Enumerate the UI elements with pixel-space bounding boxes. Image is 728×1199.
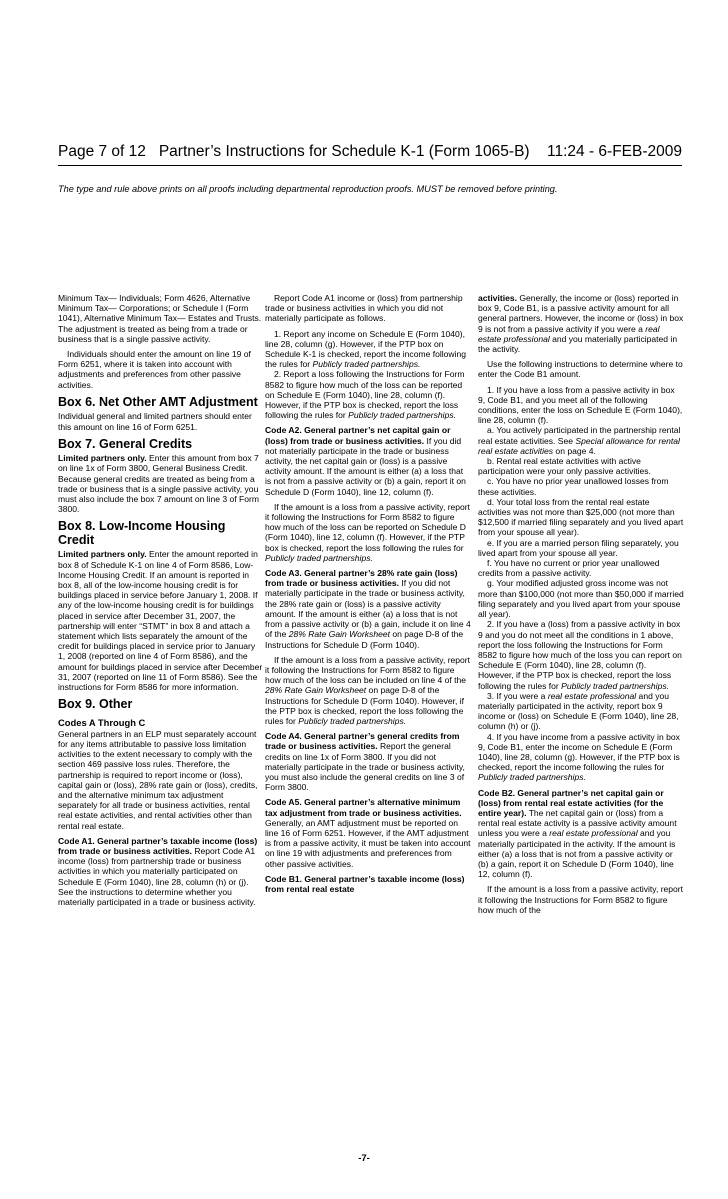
paragraph [478, 691, 684, 732]
paragraph: Use the following instructions to determine where to enter the Code B1 amount. [478, 359, 683, 380]
paragraph: Individual general and limited partners should enter this amount on line 16 of Form 6251. [58, 411, 252, 432]
italic-text: Publicly traded partnerships. [265, 552, 373, 563]
paragraph-text: 3. If you were a [487, 690, 548, 701]
paragraph: f. You have no current or prior year unallowed credits from a passive activity. [478, 558, 660, 579]
italic-text: Publicly traded partnerships. [298, 715, 407, 726]
paragraph: Report Code A1 income or (loss) from partnership trade or business activities in which you did not materially participate as follows. [265, 293, 463, 324]
paragraph-text: and you materially participated in the activity, report box 9 income or (loss) on Schedule E (Form 1040), line 28, column (h) or (j). [478, 690, 679, 732]
italic-text: Publicly traded partnerships. [478, 772, 586, 783]
italic-text: Publicly traded partnerships. [561, 680, 669, 691]
paragraph-text: and you materially participated in the activity. If the amount is either (a) a loss that is not from a passive activity or (b) a gain, report it on Schedule D (Form 1040), line 12, column (f). [478, 828, 676, 880]
paragraph-text: Generally, the income or (loss) reported in box 9, Code B1, is a passive activity amount for all general partners. However, the income or (loss) in box 9 is not from a passive activity if you were a [478, 293, 684, 334]
paragraph: e. If you are a married person filing separately, you lived apart from your spouse all year. [478, 537, 679, 558]
paragraph: If the amount is a loss from a passive activity, report it following the Instructions for Form 8582 to figure how much of the [478, 884, 684, 915]
run-in-heading: Code B1. General partner’s taxable income (loss) from rental real estate [265, 873, 465, 894]
run-in-heading: Code A1. General partner’s taxable income (loss) from trade or business activities. [58, 835, 258, 857]
subheading-codes: Codes A Through C [58, 716, 146, 728]
paragraph-text: If the amount is a loss from a passive activity, report it following the Instructions for Form 8582 to figure how much of the loss can be included on line 4 of the [265, 654, 471, 686]
paragraph-text: a. You actively participated in the partnership rental real estate activities. See [478, 425, 681, 446]
paragraph [478, 293, 684, 354]
italic-text: 28% Rate Gain Worksheet [265, 685, 367, 696]
paragraph-text: 2. Report a loss following the Instructions for Form 8582 to figure how much of the loss can be reported on Schedule E (Form 1040), line 28, column (f). However, if the PTP box is checked, report the loss following the rules for [265, 369, 465, 421]
italic-text: real estate professional [478, 323, 660, 344]
paragraph-text: If you did not materially participate in the trade or business activity, the net capital gain or (loss) is a passive activity amount. If the amount is either (a) a loss that is not from a passive activity or (b) a gain, report it on Schedule D (Form 1040), line 12, column (f). [265, 435, 466, 497]
paragraph [265, 874, 471, 894]
italic-text: 28% Rate Gain Worksheet [288, 629, 390, 640]
header-rule [58, 165, 682, 166]
proof-note: The type and rule above prints on all proofs including departmental reproduction proofs. MUST be removed before printing. [58, 184, 558, 194]
paragraph: c. You have no prior year unallowed losses from these activities. [478, 476, 669, 497]
italic-text: Special allowance for rental real estate activities [478, 435, 680, 456]
page-header [58, 143, 682, 161]
paragraph-text: and you materially participated in the activity. [478, 333, 678, 355]
header-title: Partner’s Instructions for Schedule K-1 (Form 1065-B) [158, 143, 530, 160]
paragraph-text: 4. If you have income from a passive activity in box 9, Code B1, enter the income on Schedule E (Form 1040), line 28, column (g). However, if the PTP box is checked, report the income following the rules for [478, 731, 680, 773]
run-in-heading: Code A4. General partner’s general credits from trade or business activities. [265, 731, 460, 752]
paragraph-text: Enter this amount from box 7 on line 1x of Form 3800, General Business Credit. Because general credits are treated as being from a trade or business that is a single passive activity, you must also include the box 7 amount on line 3 of Form 3800. [58, 453, 259, 515]
paragraph: General partners in an ELP must separately account for any items attributable to passive loss limitation activities to the extent necessary to comply with the section 469 passive loss rules. Therefore, the partnership is required to report income or (loss), capital gain or (loss), 28% rate gain or (loss), credits, and the alternative minimum tax adjustment separately for all trade or business activities, rental real estate activities, and rental activities other than rental real estate. [58, 728, 258, 831]
paragraph: Individuals should enter the amount on line 19 of Form 6251, where it is taken into account with adjustments and preferences from other passive activities. [58, 349, 251, 390]
run-in-heading: Code A2. General partner’s net capital gain or (loss) from trade or business activities. [265, 425, 451, 446]
italic-text: Publicly traded partnerships. [312, 359, 421, 370]
heading-box-7: Box 7. General Credits [58, 436, 193, 451]
paragraph [478, 619, 684, 690]
paragraph [265, 797, 471, 868]
paragraph-text: on page D-8 of the Instructions for Schedule D (Form 1040). [265, 629, 464, 650]
paragraph [265, 369, 471, 420]
run-in-heading: Code A5. General partner’s alternative minimum tax adjustment from trade or business activities. [265, 797, 462, 818]
paragraph [58, 549, 264, 692]
paragraph-text: on page D-8 of the Instructions for Schedule D (Form 1040). However, if the PTP box is checked, report the loss following the rules for [265, 685, 465, 726]
italic-text: Publicly traded partnerships. [348, 410, 456, 421]
run-in-heading: Limited partners only. [58, 453, 147, 464]
paragraph-text: on page 4. [553, 445, 596, 456]
run-in-heading: Code B2. General partner’s net capital gain or (loss) from rental real estate activities (for the entire year). [478, 787, 664, 818]
paragraph-text: Generally, an AMT adjustment must be reported on line 16 of Form 6251. However, if the AMT adjustment is from a passive activity, it must be taken into account on line 19 with adjustments and preferences from other passive activities. [265, 817, 471, 869]
paragraph-text: 2. If you have a (loss) from a passive activity in box 9 and you do not meet all the conditions in 1 above, report the loss following the Instructions for Form 8582 to figure how much of the loss you can report on Schedule E (Form 1040), line 28, column (f). However, if the PTP box is checked, report the loss following the rules for [478, 619, 682, 691]
paragraph [58, 453, 264, 514]
paragraph [265, 731, 471, 792]
heading-box-6: Box 6. Net Other AMT Adjustment [58, 394, 258, 409]
page-indicator: Page 7 of 12 [58, 143, 146, 160]
paragraph-text: If the amount is a loss from a passive activity, report it following the Instructions for Form 8582 to figure how much of the loss can be reported on Schedule D (Form 1040), line 12, column (f). However, if the PTP box is checked, report the loss following the rules for [265, 501, 471, 553]
paragraph [478, 788, 684, 880]
italic-text: real estate professional [547, 690, 637, 701]
paragraph: d. Your total loss from the rental real estate activities was not more than $25,000 (not more than $12,500 if married filing separately and you lived apart from your spouse all year). [478, 496, 684, 538]
paragraph: b. Rental real estate activities with active participation were your only passive activities. [478, 456, 651, 477]
column-1 [58, 293, 264, 907]
paragraph [478, 425, 684, 456]
paragraph [265, 425, 471, 496]
italic-text: real estate professional [549, 828, 638, 839]
heading-box-8: Box 8. Low-Income Housing Credit [58, 519, 226, 547]
column-2 [265, 293, 471, 894]
paragraph: 1. If you have a loss from a passive activity in box 9, Code B1, and you meet all of the following conditions, enter the loss on Schedule E (Form 1040), line 28, column (f). [478, 384, 683, 426]
paragraph-text: Report the general credits on line 1x of Form 3800. If you did not materially participate in the trade or business activity, you must also include the general credits on line 3 of Form 3800. [265, 741, 465, 793]
page-number: -7- [358, 1153, 370, 1164]
header-timestamp: 11:24 - 6-FEB-2009 [547, 143, 682, 160]
paragraph-text: If you did not materially participate in the trade or business activity, the 28% rate gain or (loss) is a passive activity amount. If the amount is either (a) a loss that is not from a passive activity or (b) a gain, include it on line 4 of the [265, 578, 471, 640]
paragraph: Minimum Tax— Individuals; Form 4626, Alternative Minimum Tax— Corporations; or Schedule I (Form 1041), Alternative Minimum Tax— Estates and Trusts. The adjustment is treated as being from a trade or business that is a single passive activity. [58, 293, 262, 344]
paragraph [478, 732, 684, 783]
paragraph [265, 568, 471, 650]
paragraph-text: 1. Report any income on Schedule E (Form 1040), line 28, column (g). However, if the PTP box on Schedule K-1 is checked, report the income following the rules for [265, 328, 466, 370]
paragraph [265, 502, 471, 563]
paragraph: g. Your modified adjusted gross income was not more than $100,000 (not more than $50,000 if married filing separately and you lived apart from your spouse all year). [478, 578, 684, 620]
column-3 [478, 293, 684, 915]
paragraph-text: Report Code A1 income (loss) from partnership trade or business activities in which you materially participated on Schedule E (Form 1040), line 28, column (h) or (j). See the instructions to determine whether you materially participated in a trade or business activity. [58, 846, 256, 908]
paragraph-text: The net capital gain or (loss) from a rental real estate activity is a passive activity amount unless you were a [478, 807, 677, 839]
paragraph [58, 836, 264, 907]
paragraph [265, 655, 471, 726]
heading-box-9: Box 9. Other [58, 697, 133, 712]
paragraph [265, 329, 471, 370]
run-in-heading: Limited partners only. [58, 549, 147, 560]
run-in-heading: Code A3. General partner’s 28% rate gain (loss) from trade or business activities. [265, 568, 458, 589]
run-in-heading: activities. [478, 293, 517, 303]
paragraph-text: Enter the amount reported in box 8 of Schedule K-1 on line 4 of Form 8586, Low-Income Housing Credit. If an amount is reported in box 8, all of the low-income housing credit is for buildings placed in service before January 1, 2008. If any of the low-income housing credit is for buildings placed in service after December 31, 2007, the partnership will enter “STMT” in box 8 and attach a statement which lists separately the amount of the credit for buildings placed in service prior to January 1, 2008 (reported on line 4 of Form 8586), and the amount for buildings placed in service after December 31, 2007 (reported on line 11 of Form 8586). See the instructions for Form 8586 for more information. [58, 549, 263, 693]
